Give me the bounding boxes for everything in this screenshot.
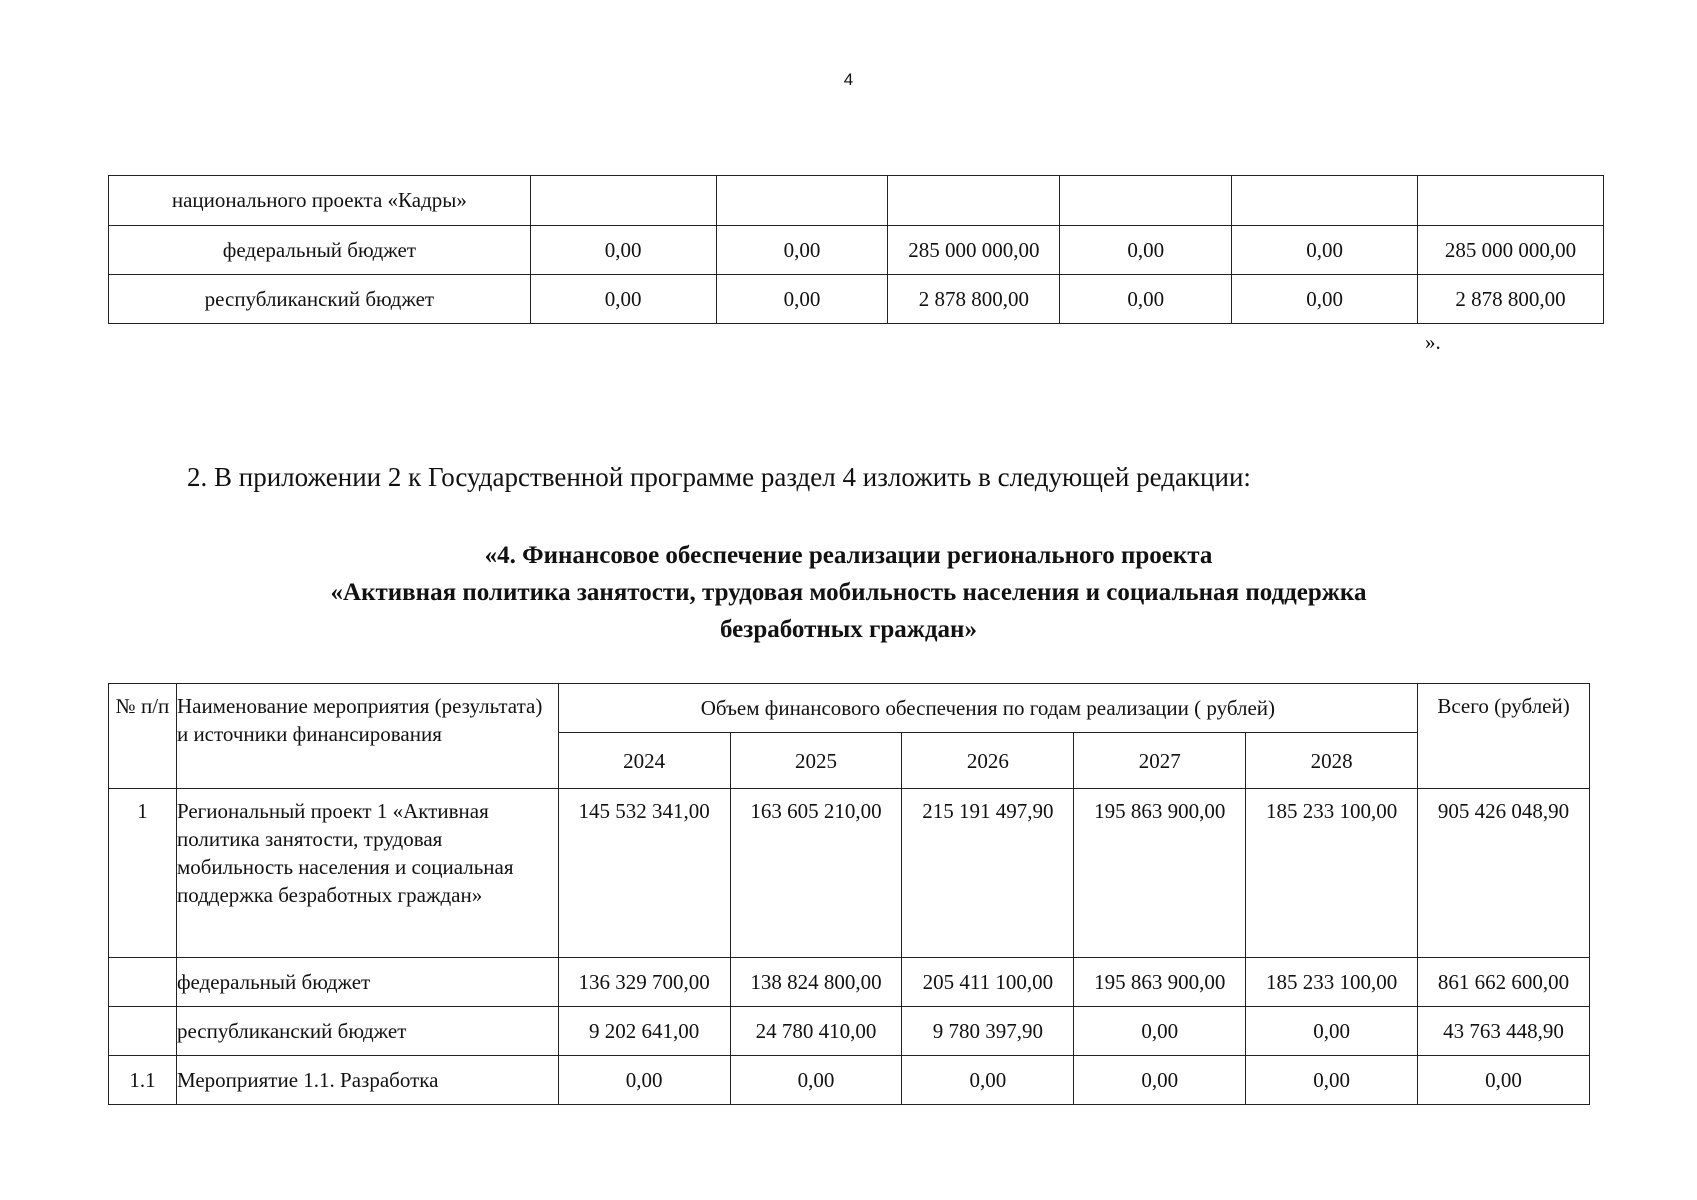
cell-2026	[888, 176, 1060, 226]
table-row	[109, 958, 1590, 1007]
cell-2028: 185 233 100,00	[1246, 789, 1418, 958]
cell-2028: 0,00	[1232, 226, 1418, 275]
cell-2027	[1060, 176, 1232, 226]
table-row	[109, 275, 1604, 324]
cell-total: 861 662 600,00	[1418, 958, 1590, 1007]
cell-2026: 285 000 000,00	[888, 226, 1060, 275]
row-name: национального проекта «Кадры»	[109, 176, 531, 226]
header-year: 2024	[558, 733, 730, 789]
row-name: Региональный проект 1 «Активная политика занятости, трудовая мобильность населения и социальная поддержка безработных граждан»	[176, 789, 558, 958]
row-number: 1.1	[109, 1056, 177, 1105]
row-number	[109, 958, 177, 1007]
cell-2027: 0,00	[1060, 275, 1232, 324]
row-number	[109, 1007, 177, 1056]
cell-2026: 215 191 497,90	[902, 789, 1074, 958]
cell-2026: 0,00	[902, 1056, 1074, 1105]
cell-2024: 0,00	[530, 226, 716, 275]
cell-2024: 136 329 700,00	[558, 958, 730, 1007]
closing-quote: ».	[1425, 330, 1441, 354]
row-name: Мероприятие 1.1. Разработка	[176, 1056, 558, 1105]
cell-2027: 0,00	[1060, 226, 1232, 275]
cell-2025: 0,00	[730, 1056, 902, 1105]
cell-2025: 138 824 800,00	[730, 958, 902, 1007]
row-name: республиканский бюджет	[109, 275, 531, 324]
row-name: федеральный бюджет	[176, 958, 558, 1007]
cell-total: 285 000 000,00	[1418, 226, 1604, 275]
cell-2028: 0,00	[1232, 275, 1418, 324]
table-header-row	[109, 684, 1590, 733]
cell-total	[1418, 176, 1604, 226]
page-number: 4	[843, 70, 854, 89]
cell-2024: 0,00	[558, 1056, 730, 1105]
cell-2025	[716, 176, 888, 226]
heading-line: «Активная политика занятости, трудовая мобильность населения и социальная поддержка	[330, 579, 1367, 606]
body-paragraph: 2. В приложении 2 к Государственной программе раздел 4 изложить в следующей редакции:	[187, 462, 1251, 492]
cell-2024: 145 532 341,00	[558, 789, 730, 958]
table-row	[109, 789, 1590, 958]
financing-table	[108, 683, 1590, 1105]
cell-2027: 0,00	[1074, 1056, 1246, 1105]
header-year: 2025	[730, 733, 902, 789]
cell-2028: 0,00	[1246, 1056, 1418, 1105]
cell-total: 43 763 448,90	[1418, 1007, 1590, 1056]
cell-2028	[1232, 176, 1418, 226]
table-row	[109, 1007, 1590, 1056]
cell-2028: 0,00	[1246, 1007, 1418, 1056]
cell-2024	[530, 176, 716, 226]
row-name: республиканский бюджет	[176, 1007, 558, 1056]
header-number: № п/п	[109, 684, 177, 789]
header-volume: Объем финансового обеспечения по годам реализации ( рублей)	[558, 684, 1417, 733]
cell-total: 0,00	[1418, 1056, 1590, 1105]
table-row	[109, 1056, 1590, 1105]
cell-total: 2 878 800,00	[1418, 275, 1604, 324]
cell-2025: 0,00	[716, 226, 888, 275]
section-heading	[240, 537, 1457, 648]
cell-2026: 9 780 397,90	[902, 1007, 1074, 1056]
cell-2028: 185 233 100,00	[1246, 958, 1418, 1007]
cell-2025: 163 605 210,00	[730, 789, 902, 958]
header-year: 2027	[1074, 733, 1246, 789]
cell-2027: 0,00	[1074, 1007, 1246, 1056]
cell-2026: 2 878 800,00	[888, 275, 1060, 324]
cell-2024: 0,00	[530, 275, 716, 324]
table-row	[109, 176, 1604, 226]
cell-2027: 195 863 900,00	[1074, 958, 1246, 1007]
heading-line: «4. Финансовое обеспечение реализации регионального проекта	[484, 542, 1213, 569]
header-year: 2028	[1246, 733, 1418, 789]
table-row	[109, 226, 1604, 275]
header-name: Наименование мероприятия (результата) и источники финансирования	[176, 684, 558, 789]
header-year: 2026	[902, 733, 1074, 789]
row-name: федеральный бюджет	[109, 226, 531, 275]
continuation-table	[108, 175, 1604, 324]
cell-2024: 9 202 641,00	[558, 1007, 730, 1056]
heading-line: безработных граждан»	[720, 616, 977, 643]
cell-2026: 205 411 100,00	[902, 958, 1074, 1007]
row-number: 1	[109, 789, 177, 958]
cell-2027: 195 863 900,00	[1074, 789, 1246, 958]
header-total: Всего (рублей)	[1418, 684, 1590, 789]
cell-total: 905 426 048,90	[1418, 789, 1590, 958]
cell-2025: 0,00	[716, 275, 888, 324]
cell-2025: 24 780 410,00	[730, 1007, 902, 1056]
